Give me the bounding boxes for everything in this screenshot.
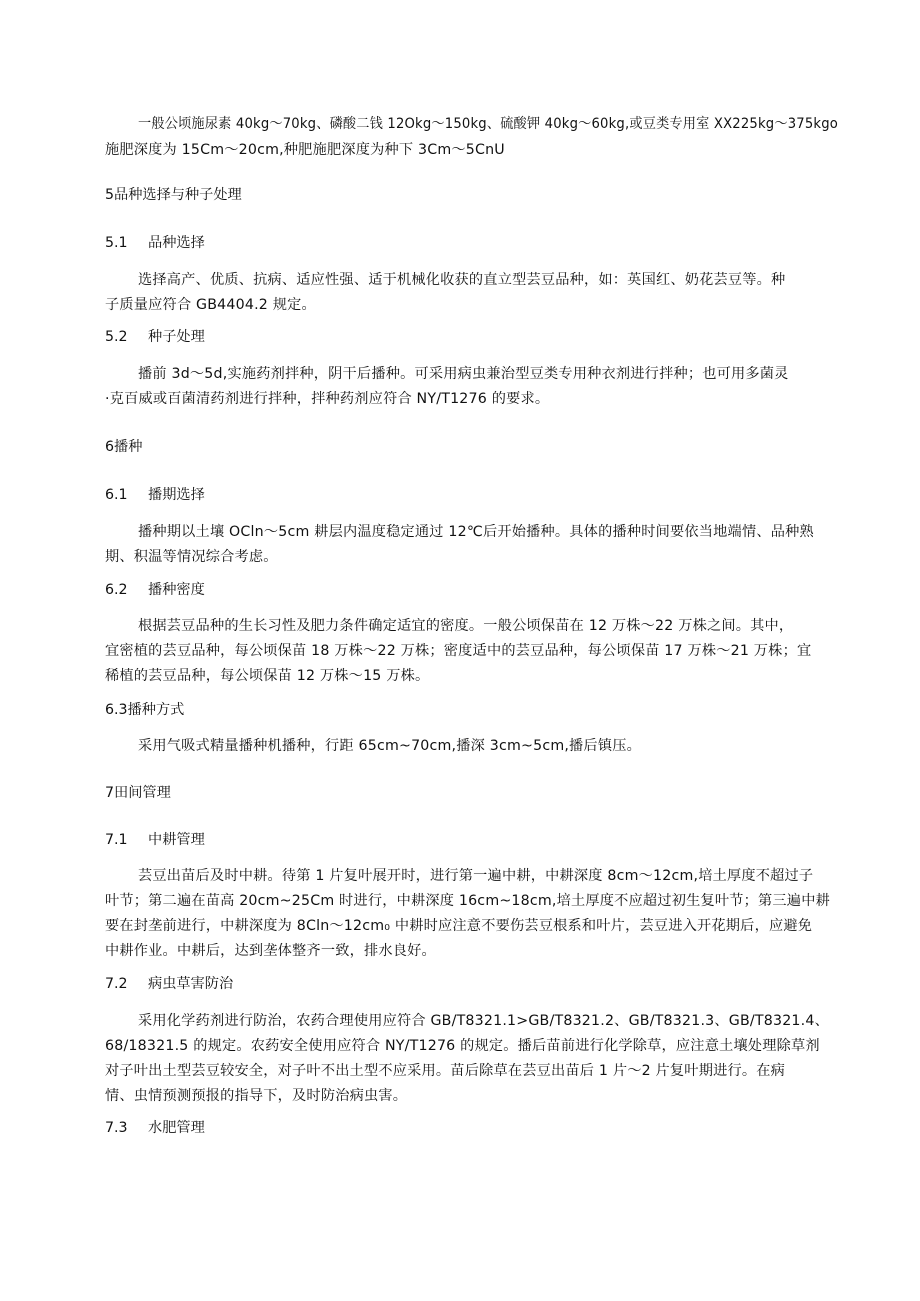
intro-line-1: 一般公顷施尿素 40kg～70kg、磷酸二钱 12Okg～150kg、硫酸钾 40kg～60kg,或豆类专用室 XX225kg～375kgo xyxy=(138,116,839,132)
section-6-heading: 6播种 xyxy=(105,439,143,455)
section-7-1-line-4: 中耕作业。中耕后，达到垄体整齐一致，排水良好。 xyxy=(105,943,436,959)
section-6-1-heading: 播期选择 xyxy=(148,487,205,503)
section-6-2-line-3: 稀植的芸豆品种，每公顷保苗 12 万株～15 万株。 xyxy=(105,668,430,684)
section-7-1-number: 7.1 xyxy=(105,832,128,848)
section-7-3-number: 7.3 xyxy=(105,1120,128,1136)
section-7-2-line-1: 采用化学药剂进行防治，农药合理使用应符合 GB/T8321.1>GB/T8321.2、GB/T8321.3、GB/T8321.4、 xyxy=(138,1013,829,1029)
section-7-1-line-1: 芸豆出苗后及时中耕。待第 1 片复叶展开时，进行第一遍中耕，中耕深度 8cm～12cm,培土厚度不超过子 xyxy=(138,868,814,884)
section-7-2-line-3: 对子叶出土型芸豆较安全，对子叶不出土型不应采用。苗后除草在芸豆出苗后 1 片～2 片复叶期进行。在病 xyxy=(105,1063,786,1079)
section-6-1-number: 6.1 xyxy=(105,487,128,503)
section-5-heading: 5品种选择与种子处理 xyxy=(105,187,242,203)
section-7-3-heading: 水肥管理 xyxy=(148,1120,205,1136)
section-5-1-line-1: 选择高产、优质、抗病、适应性强、适于机械化收获的直立型芸豆品种，如：英国红、奶花芸豆等。种 xyxy=(138,272,786,288)
section-6-2-line-2: 宜密植的芸豆品种，每公顷保苗 18 万株～22 万株；密度适中的芸豆品种，每公顷保苗 17 万株～21 万株；宜 xyxy=(105,643,812,659)
section-5-2-number: 5.2 xyxy=(105,329,128,345)
section-7-2-line-2: 68/18321.5 的规定。农药安全使用应符合 NY/T1276 的规定。播后苗前进行化学除草，应注意土壤处理除草剂 xyxy=(105,1038,820,1054)
section-6-2-heading: 播种密度 xyxy=(148,582,205,598)
section-5-2-heading: 种子处理 xyxy=(148,329,205,345)
section-6-3-line-1: 采用气吸式精量播种机播种，行距 65cm~70cm,播深 3cm~5cm,播后镇压。 xyxy=(138,738,641,754)
section-7-2-line-4: 情、虫情预测预报的指导下，及时防治病虫害。 xyxy=(105,1088,408,1104)
section-6-1-line-1: 播种期以土壤 OCln～5cm 耕层内温度稳定通过 12℃后开始播种。具体的播种时间要依当地端情、品种熟 xyxy=(138,524,814,540)
section-7-1-heading: 中耕管理 xyxy=(148,832,205,848)
section-5-1-heading: 品种选择 xyxy=(148,235,205,251)
section-5-2-line-2: ·克百威或百菌清药剂进行拌种，拌种药剂应符合 NY/T1276 的要求。 xyxy=(105,391,550,407)
section-6-1-line-2: 期、积温等情况综合考虑。 xyxy=(105,549,278,565)
section-5-1-number: 5.1 xyxy=(105,235,128,251)
section-7-1-line-3: 要在封垄前进行，中耕深度为 8Cln～12cm₀ 中耕时应注意不要伤芸豆根系和叶片，芸豆进入开花期后，应避免 xyxy=(105,918,813,934)
section-6-2-number: 6.2 xyxy=(105,582,128,598)
section-7-2-number: 7.2 xyxy=(105,976,128,992)
section-7-heading: 7田间管理 xyxy=(105,785,171,801)
section-7-1-line-2: 叶节；第二遍在苗高 20cm~25Cm 时进行，中耕深度 16cm~18cm,培土厚度不应超过初生复叶节；第三遍中耕 xyxy=(105,893,830,909)
section-6-2-line-1: 根据芸豆品种的生长习性及肥力条件确定适宜的密度。一般公顷保苗在 12 万株～22 万株之间。其中， xyxy=(138,618,794,634)
section-5-2-line-1: 播前 3d～5d,实施药剂拌种，阴干后播种。可采用病虫兼治型豆类专用种衣剂进行拌种；也可用多菌灵 xyxy=(138,366,789,382)
intro-line-2: 施肥深度为 15Cm～20cm,种肥施肥深度为种下 3Cm～5CnU xyxy=(105,142,505,158)
section-7-2-heading: 病虫草害防治 xyxy=(148,976,234,992)
section-6-3-heading: 6.3播种方式 xyxy=(105,702,185,718)
section-5-1-line-2: 子质量应符合 GB4404.2 规定。 xyxy=(105,297,316,313)
